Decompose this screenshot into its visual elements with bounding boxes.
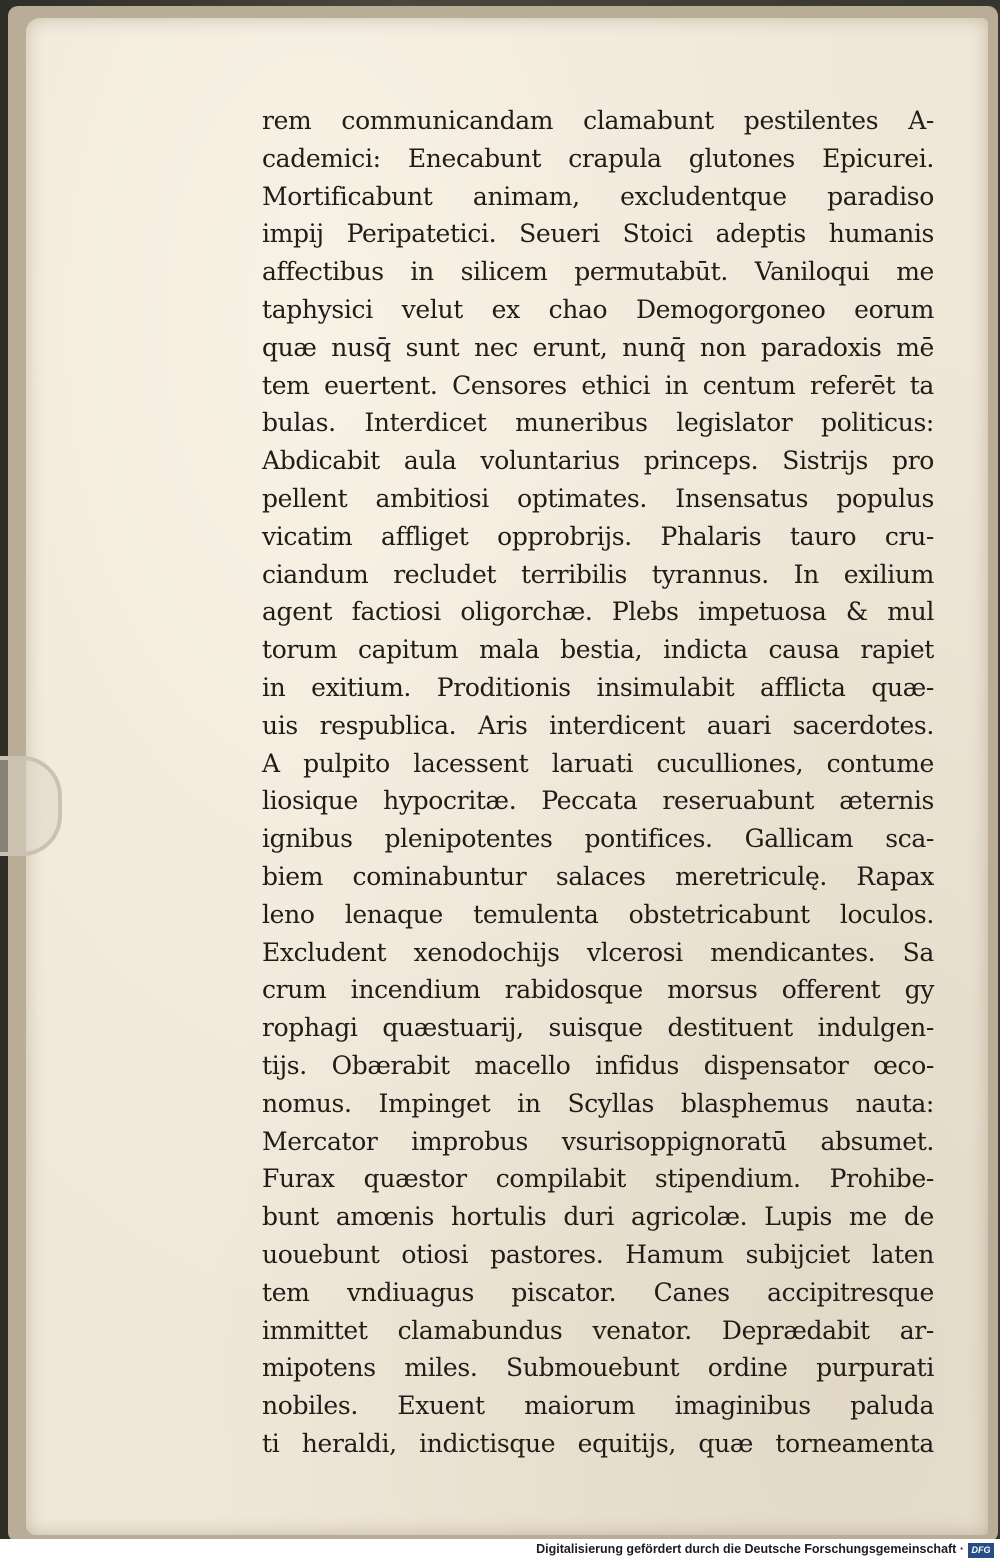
text-line: mipotens miles. Submouebunt ordine purpurati [262, 1353, 934, 1383]
text-line: impij Peripatetici. Seueri Stoici adeptis humanis [262, 219, 934, 249]
text-line: bunt amœnis hortulis duri agricolæ. Lupis me de [262, 1202, 934, 1232]
text-line: in exitium. Proditionis insimulabit afflicta quæ- [262, 672, 934, 702]
text-line: nobiles. Exuent maiorum imaginibus paluda [262, 1391, 934, 1421]
text-line: rem communicandam clamabunt pestilentes A- [262, 106, 934, 135]
text-line: immittet clamabundus venator. Deprædabit ar- [262, 1315, 934, 1345]
text-line: Furax quæstor compilabit stipendium. Prohibe- [262, 1164, 934, 1194]
text-line: tijs. Obærabit macello infidus dispensator œco- [262, 1050, 934, 1080]
footer-credit: Digitalisierung gefördert durch die Deutsche Forschungsgemeinschaft · [536, 1542, 964, 1556]
text-line: uis respublica. Aris interdicent auari sacerdotes. [262, 710, 934, 740]
text-line: biem cominabuntur salaces meretriculę. Rapax [262, 861, 934, 891]
text-line: crum incendium rabidosque morsus offerent gy [262, 975, 934, 1005]
text-line: leno lenaque temulenta obstetricabunt loculos. [262, 899, 934, 929]
text-line: cademici: Enecabunt crapula glutones Epicurei. [262, 143, 934, 173]
page-clip [0, 756, 62, 856]
book-page [26, 18, 988, 1535]
text-line: Excludent xenodochijs vlcerosi mendicantes. Sa [262, 937, 934, 967]
text-line: tem euertent. Censores ethici in centum referēt ta [262, 370, 934, 400]
text-line: bulas. Interdicet muneribus legislator politicus: [262, 408, 934, 438]
text-line: quæ nusq̄ sunt nec erunt, nunq̄ non paradoxis mē [262, 332, 934, 362]
text-line: A pulpito lacessent laruati cuculliones, contume [262, 748, 934, 778]
text-line: Mercator improbus vsurisoppignoratū absumet. [262, 1126, 934, 1156]
text-line: ciandum recludet terribilis tyrannus. In exilium [262, 559, 934, 589]
text-line: taphysici velut ex chao Demogorgoneo eorum [262, 294, 934, 324]
text-line: pellent ambitiosi optimates. Insensatus populus [262, 483, 934, 513]
text-line: ti heraldi, indictisque equitijs, quæ torneamenta [262, 1428, 934, 1458]
text-line: liosique hypocritæ. Peccata reseruabunt æternis [262, 786, 934, 816]
text-line: nomus. Impinget in Scyllas blasphemus nauta: [262, 1088, 934, 1118]
text-line: vicatim affliget opprobrijs. Phalaris tauro cru- [262, 521, 934, 551]
text-line: Abdicabit aula voluntarius princeps. Sistrijs pro [262, 446, 934, 476]
text-line: agent factiosi oligorchæ. Plebs impetuosa & mul [262, 597, 934, 627]
text-line: ignibus plenipotentes pontifices. Gallicam sca- [262, 824, 934, 854]
text-line: affectibus in silicem permutabūt. Vaniloqui me [262, 257, 934, 287]
text-line: uouebunt otiosi pastores. Hamum subijciet laten [262, 1239, 934, 1269]
text-line: rophagi quæstuarij, suisque destituent indulgen- [262, 1013, 934, 1043]
text-line: torum capitum mala bestia, indicta causa rapiet [262, 635, 934, 665]
text-line: tem vndiuagus piscator. Canes accipitresque [262, 1277, 934, 1307]
page-text [262, 102, 934, 1463]
text-line: Mortificabunt animam, excludentque paradiso [262, 181, 934, 211]
digitization-footer [0, 1539, 1000, 1563]
dfg-logo: DFG [968, 1543, 994, 1558]
